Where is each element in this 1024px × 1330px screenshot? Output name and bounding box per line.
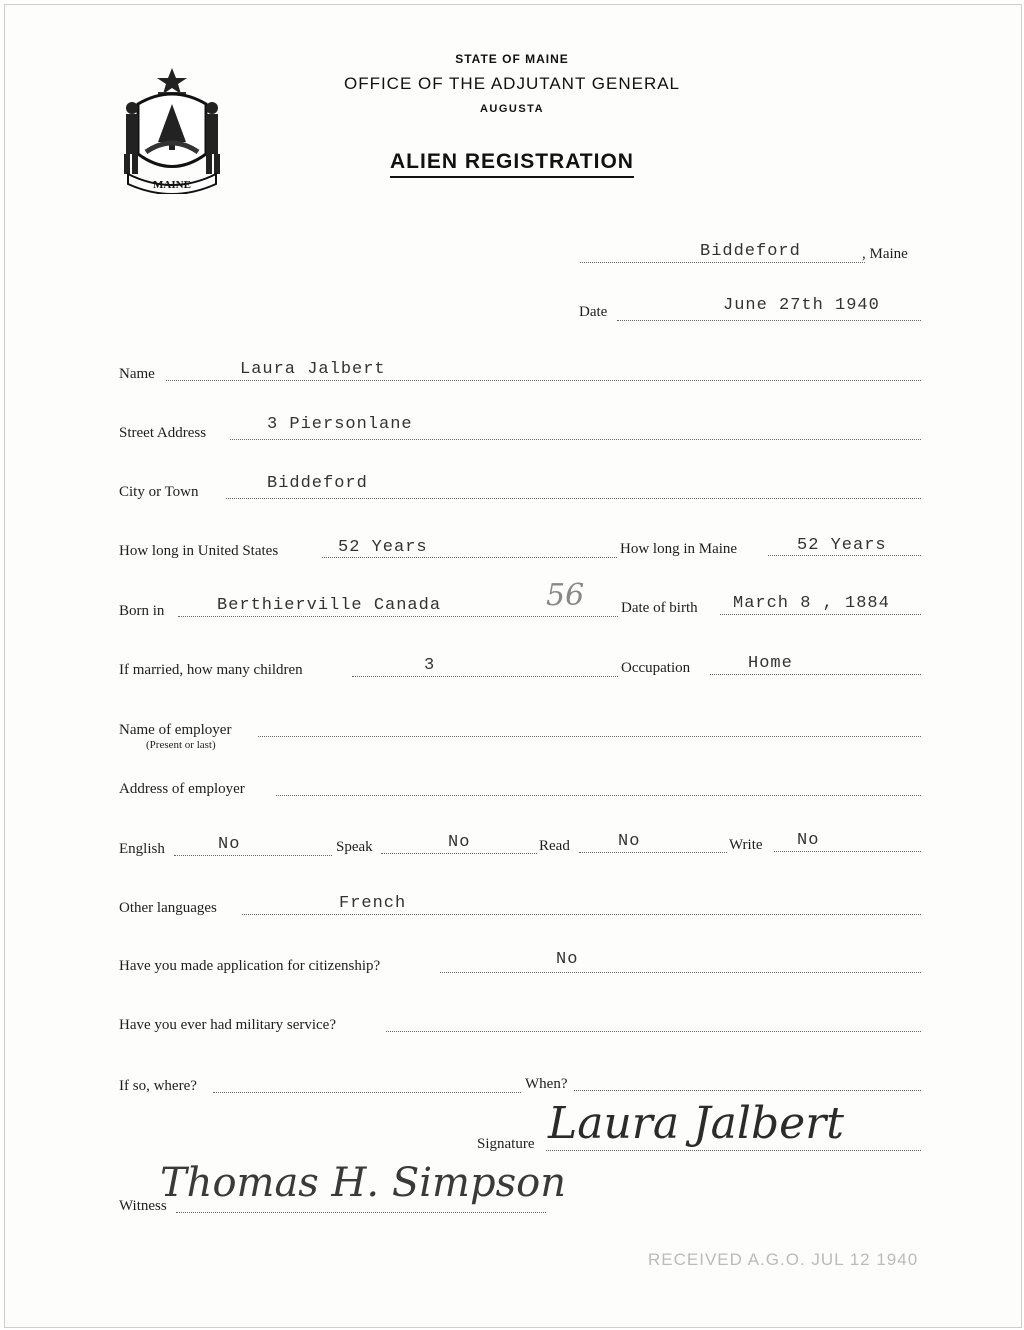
occupation-line	[710, 674, 921, 675]
citizenship-line	[440, 972, 921, 973]
svg-text:MAINE: MAINE	[153, 179, 191, 191]
occupation-value: Home	[748, 654, 793, 673]
military-label: Have you ever had military service?	[119, 1017, 336, 1033]
street-value: 3 Piersonlane	[267, 415, 413, 434]
born-line	[178, 616, 618, 617]
read-value: No	[618, 832, 641, 851]
read-line	[579, 852, 727, 853]
town-line	[580, 262, 865, 263]
name-value: Laura Jalbert	[240, 360, 386, 379]
english-line	[174, 855, 332, 856]
street-label: Street Address	[119, 425, 207, 441]
witness-line	[176, 1212, 546, 1213]
other-lang-line	[242, 914, 921, 915]
long-us-value: 52 Years	[338, 538, 428, 557]
when-label: When?	[525, 1076, 568, 1092]
other-lang-label: Other languages	[119, 900, 217, 916]
read-label: Read	[539, 838, 570, 854]
age-note: 56	[546, 578, 585, 613]
occupation-label: Occupation	[621, 660, 691, 676]
employer-label: Name of employer	[119, 722, 232, 738]
where-line	[213, 1092, 521, 1093]
signature-label: Signature	[477, 1136, 535, 1152]
citizenship-label: Have you made application for citizenship?	[119, 958, 381, 974]
form-title: ALIEN REGISTRATION	[0, 150, 1024, 174]
dob-value: March 8 , 1884	[733, 594, 890, 613]
date-line	[617, 320, 921, 321]
born-value: Berthierville Canada	[217, 596, 442, 615]
date-value: June 27th 1940	[723, 296, 880, 315]
employer-address-label: Address of employer	[119, 781, 245, 797]
write-label: Write	[729, 837, 763, 853]
speak-value: No	[448, 833, 471, 852]
speak-line	[381, 853, 537, 854]
name-line	[166, 380, 921, 381]
where-label: If so, where?	[119, 1078, 197, 1094]
english-label: English	[119, 841, 165, 857]
name-label: Name	[119, 366, 155, 382]
write-line	[774, 851, 921, 852]
street-line	[230, 439, 921, 440]
witness-label: Witness	[119, 1198, 167, 1214]
city-label: City or Town	[119, 484, 199, 500]
employer-line	[258, 736, 921, 737]
signature-line	[546, 1150, 921, 1151]
children-label: If married, how many children	[119, 662, 303, 678]
employer-sublabel: (Present or last)	[146, 739, 216, 751]
long-maine-label: How long in Maine	[620, 541, 738, 557]
received-stamp: RECEIVED A.G.O. JUL 12 1940	[648, 1250, 919, 1269]
town-value: Biddeford	[700, 242, 801, 261]
born-label: Born in	[119, 603, 165, 619]
when-line	[574, 1090, 921, 1091]
date-label: Date	[579, 304, 608, 320]
write-value: No	[797, 831, 820, 850]
military-line	[386, 1031, 921, 1032]
header-state: STATE OF MAINE	[455, 52, 569, 66]
long-maine-value: 52 Years	[797, 536, 887, 555]
witness-value: Thomas H. Simpson	[160, 1160, 566, 1206]
dob-label: Date of birth	[621, 600, 698, 616]
employer-address-line	[276, 795, 921, 796]
children-value: 3	[424, 656, 436, 675]
city-line	[226, 498, 921, 499]
english-value: No	[218, 835, 241, 854]
long-maine-line	[768, 555, 921, 556]
header-city: AUGUSTA	[479, 103, 545, 115]
other-lang-value: French	[339, 894, 407, 913]
city-value: Biddeford	[267, 474, 368, 493]
speak-label: Speak	[336, 839, 373, 855]
citizenship-value: No	[556, 950, 579, 969]
long-us-line	[322, 557, 617, 558]
header-office: OFFICE OF THE ADJUTANT GENERAL	[343, 74, 681, 93]
dob-line	[720, 614, 921, 615]
children-line	[352, 676, 618, 677]
maine-label: , Maine	[862, 246, 908, 262]
signature-value: Laura Jalbert	[548, 1098, 844, 1149]
long-us-label: How long in United States	[119, 543, 279, 559]
